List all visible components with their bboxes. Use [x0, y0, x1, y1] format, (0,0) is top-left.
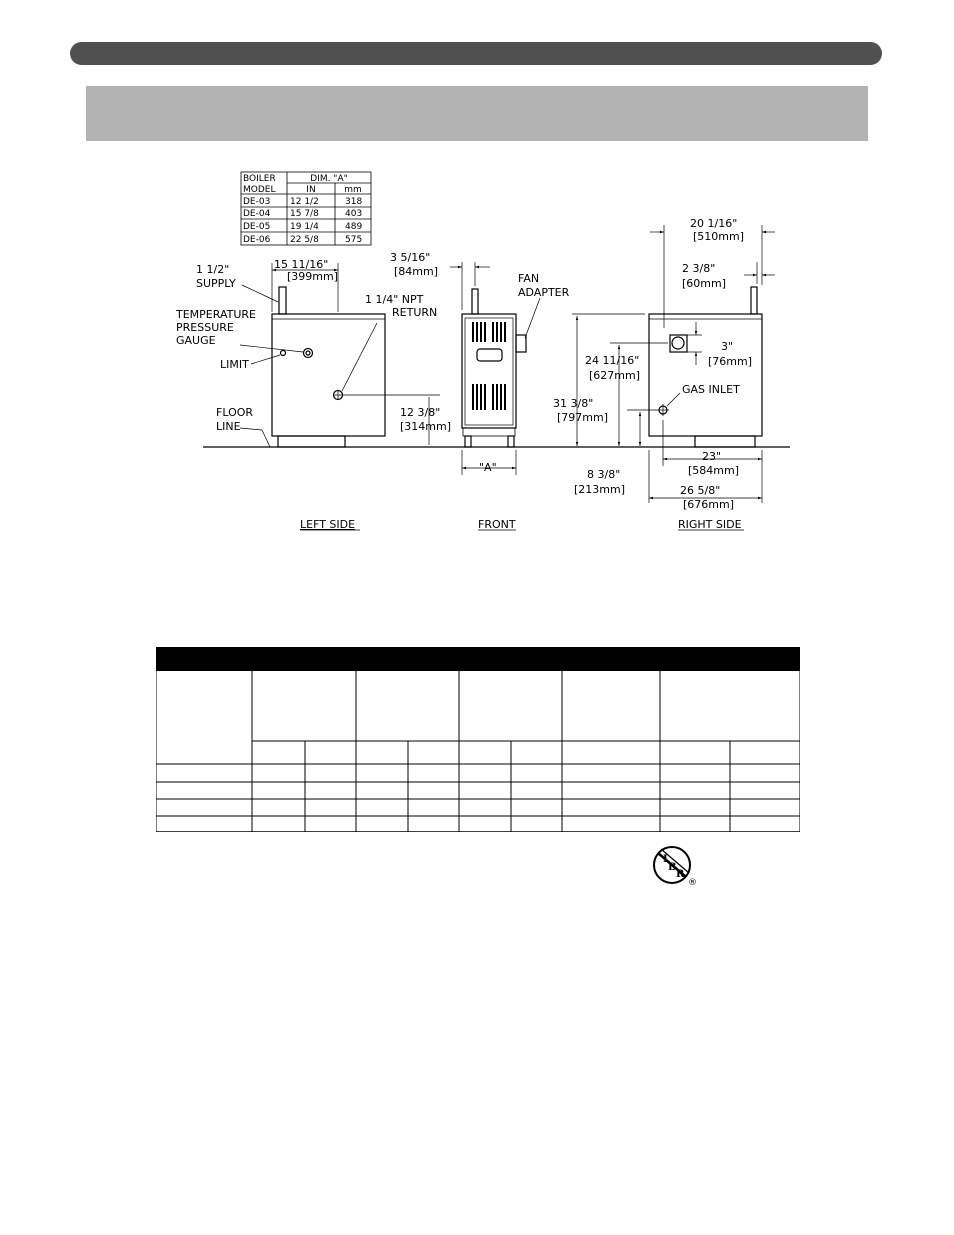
- table-header-boiler: BOILER: [243, 174, 276, 184]
- table-model: DE-05: [243, 222, 271, 232]
- ibr-logo: [652, 845, 700, 887]
- table-mm: 575: [345, 235, 363, 245]
- specification-table: [156, 647, 800, 832]
- overall-width-in: 20 1/16": [690, 217, 738, 230]
- ibr-letter-r: R: [676, 869, 685, 880]
- left-width-in: 15 11/16": [274, 258, 329, 271]
- gauge-label-2: PRESSURE: [176, 321, 234, 334]
- left-side-caption: LEFT SIDE: [300, 518, 356, 531]
- overall-width-mm: [510mm]: [693, 230, 745, 243]
- right-side-caption: RIGHT SIDE: [678, 518, 742, 531]
- gas-height-mm: [213mm]: [574, 483, 626, 496]
- fan-label-2: ADAPTER: [518, 286, 570, 299]
- supply-label: SUPPLY: [196, 277, 236, 290]
- gas-height-in: 8 3/8": [587, 468, 621, 481]
- table-header-in: IN: [306, 185, 316, 195]
- front-offset-in: 3 5/16": [390, 251, 431, 264]
- table-in: 19 1/4: [290, 222, 319, 232]
- total-height-mm: [797mm]: [557, 411, 609, 424]
- total-depth-in: 26 5/8": [680, 484, 721, 497]
- return-size: 1 1/4" NPT: [365, 293, 424, 306]
- front-view: [462, 289, 526, 447]
- table-header-model: MODEL: [243, 185, 276, 195]
- vent-height-in: 24 11/16": [585, 354, 640, 367]
- vent-height-mm: [627mm]: [589, 369, 641, 382]
- table-header-dim: DIM. "A": [310, 174, 348, 184]
- table-header-mm: mm: [344, 185, 362, 195]
- floor-label-2: LINE: [216, 420, 241, 433]
- vent-size-in: 3": [721, 340, 734, 353]
- base-depth-mm: [584mm]: [688, 464, 740, 477]
- pipe-offset-in: 2 3/8": [682, 262, 716, 275]
- pipe-offset-mm: [60mm]: [682, 277, 727, 290]
- spec-table-grid: [156, 647, 800, 832]
- left-side-view: [272, 287, 385, 447]
- front-caption: FRONT: [478, 518, 516, 531]
- return-label: RETURN: [392, 306, 438, 319]
- left-width-mm: [399mm]: [287, 270, 339, 283]
- floor-label-1: FLOOR: [216, 406, 254, 419]
- registered-mark: ®: [688, 878, 697, 887]
- table-in: 22 5/8: [290, 235, 319, 245]
- ibr-letter-b: B: [668, 862, 677, 873]
- total-height-in: 31 3/8": [553, 397, 594, 410]
- fan-label-1: FAN: [518, 272, 540, 285]
- gauge-label-1: TEMPERATURE: [176, 308, 256, 321]
- limit-label: LIMIT: [220, 358, 249, 371]
- table-model: DE-04: [243, 209, 271, 219]
- table-mm: 489: [345, 222, 363, 232]
- table-mm: 318: [345, 197, 363, 207]
- table-in: 12 1/2: [290, 197, 319, 207]
- supply-size: 1 1/2": [196, 263, 230, 276]
- front-grilles: [472, 322, 506, 410]
- table-model: DE-06: [243, 235, 271, 245]
- table-mm: 403: [345, 209, 363, 219]
- return-height-mm: [314mm]: [400, 420, 452, 433]
- vent-size-mm: [76mm]: [708, 355, 753, 368]
- gas-inlet-label: GAS INLET: [682, 383, 740, 396]
- base-depth-in: 23": [702, 450, 722, 463]
- front-offset-mm: [84mm]: [394, 265, 439, 278]
- total-depth-mm: [676mm]: [683, 498, 735, 511]
- return-height-in: 12 3/8": [400, 406, 441, 419]
- front-dim-a: "A": [479, 461, 497, 474]
- gauge-label-3: GAUGE: [176, 334, 216, 347]
- ibr-letter-i: I: [663, 854, 668, 865]
- table-model: DE-03: [243, 197, 271, 207]
- table-in: 15 7/8: [290, 209, 319, 219]
